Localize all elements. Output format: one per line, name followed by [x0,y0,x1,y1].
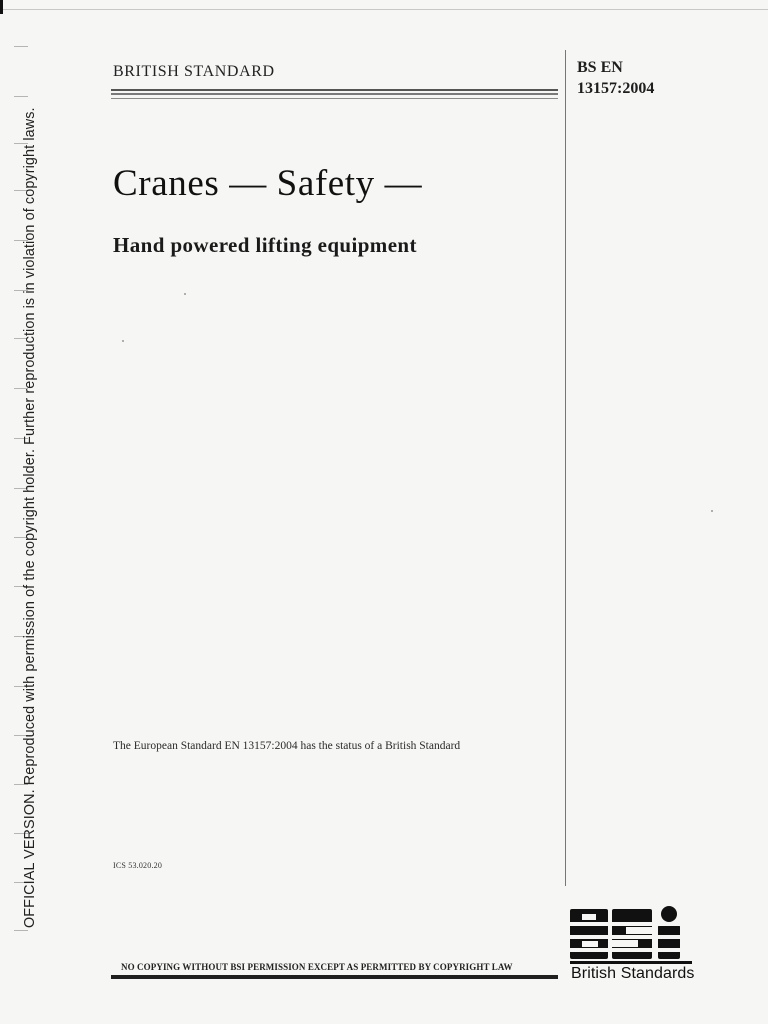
scan-speck [122,340,124,342]
scan-speck [711,510,713,512]
footer-rule [111,975,558,979]
document-subtitle: Hand powered lifting equipment [113,233,417,257]
standard-number-code: 13157:2004 [577,80,655,97]
header-double-rule [111,89,558,95]
scan-speck [184,293,186,295]
scan-edge-mark [0,0,3,14]
column-divider [565,50,566,886]
margin-tick [14,930,28,931]
document-title: Cranes — Safety — [113,163,423,204]
document-type-label: BRITISH STANDARD [113,63,275,80]
status-statement: The European Standard EN 13157:2004 has the status of a British Standard [113,740,461,752]
margin-tick [14,46,28,47]
standard-number-prefix: BS EN [577,59,623,76]
bsi-caption: British Standards [571,965,695,982]
header-thin-rule [111,98,558,99]
top-edge-line [0,9,768,10]
margin-tick [14,96,28,97]
copying-notice: NO COPYING WITHOUT BSI PERMISSION EXCEPT AS PERMITTED BY COPYRIGHT LAW [121,962,513,972]
standard-number [577,57,654,99]
copyright-side-notice: OFFICIAL VERSION. Reproduced with permission of the copyright holder. Further reproduction is in violation of copyright laws. [22,107,38,928]
ics-code: ICS 53.020.20 [113,861,163,870]
